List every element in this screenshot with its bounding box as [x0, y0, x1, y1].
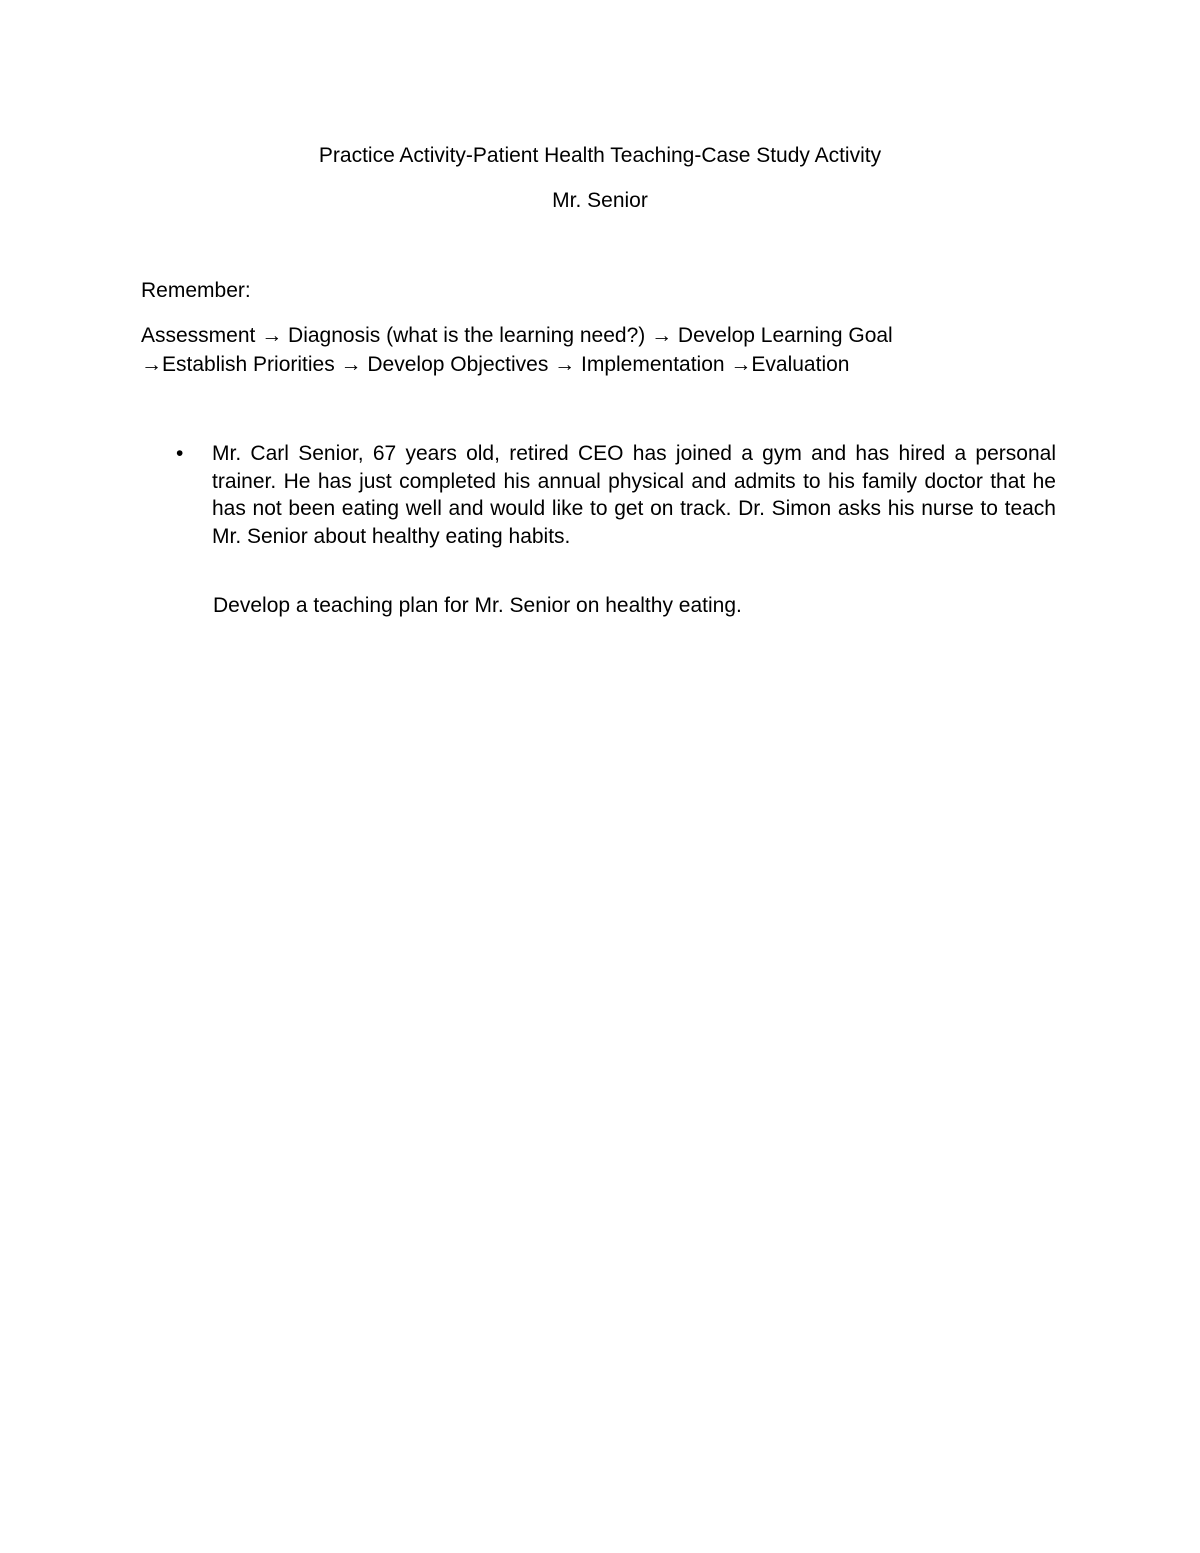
document-title: Practice Activity-Patient Health Teaching-Case Study Activity: [318, 144, 882, 167]
bullet-icon: •: [176, 442, 184, 465]
task-instruction: Develop a teaching plan for Mr. Senior on healthy eating.: [213, 594, 742, 617]
case-description: Mr. Carl Senior, 67 years old, retired CEO has joined a gym and has hired a personal trainer. He has just completed his annual physical and admits to his family doctor that he has not been eating well and would like to get on track. Dr. Simon asks his nurse to teach Mr. Senior about healthy eating habits.: [212, 442, 1056, 548]
document-subtitle: Mr. Senior: [552, 189, 648, 212]
process-flow: [141, 321, 1041, 379]
process-flow-line-2: →Establish Priorities → Develop Objectives → Implementation →Evaluation: [141, 353, 850, 376]
remember-heading: Remember:: [141, 279, 251, 302]
process-flow-line-1: Assessment → Diagnosis (what is the learning need?) → Develop Learning Goal: [141, 324, 893, 347]
